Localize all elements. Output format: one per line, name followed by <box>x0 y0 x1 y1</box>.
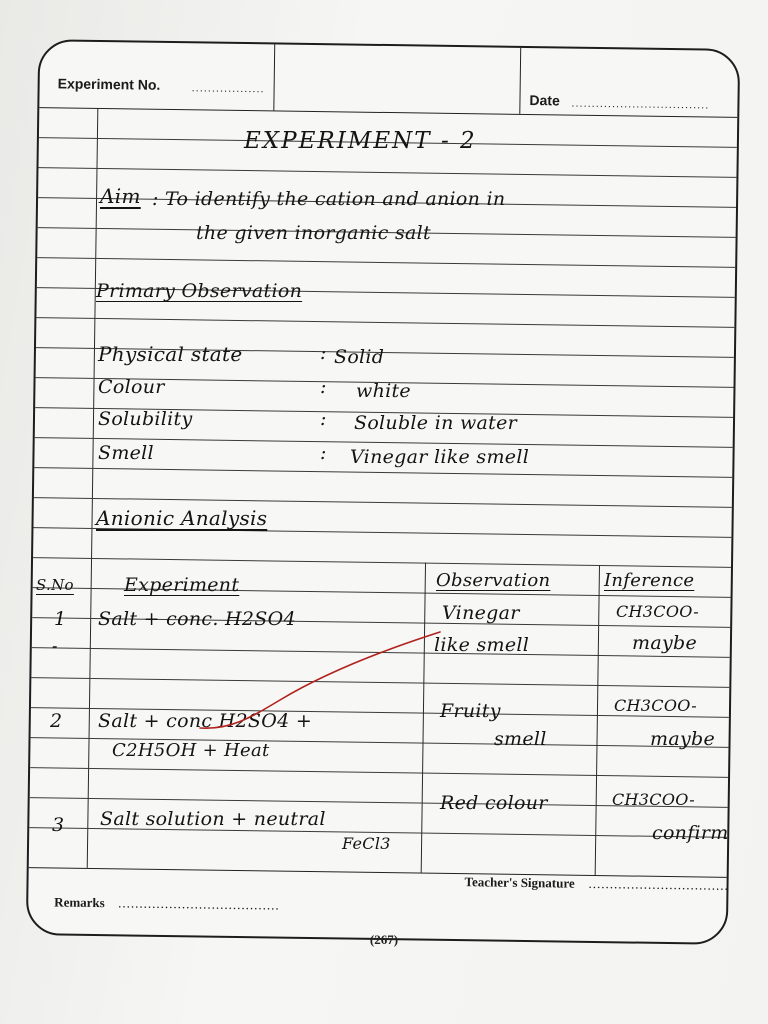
row2-sno: 2 <box>50 710 63 732</box>
teacher-signature-label: Teacher's Signature <box>464 874 575 891</box>
experiment-no-cell <box>39 41 275 110</box>
experiment-no-label: Experiment No. <box>57 75 161 93</box>
row1-observation-line2: like smell <box>434 634 530 656</box>
colon: : <box>320 408 327 430</box>
row2-experiment-line1: Salt + conc H2SO4 + <box>98 710 313 732</box>
colon: : <box>320 442 327 464</box>
row3-observation-line1: Red colour <box>440 792 548 814</box>
remarks-label: Remarks <box>54 894 105 911</box>
row1-inference-line1: CH3COO- <box>616 602 699 621</box>
page-number: (267) <box>369 932 399 947</box>
row2-inference-line1: CH3COO- <box>614 696 697 715</box>
property-smell: Smell <box>98 442 154 464</box>
colon: : <box>320 342 327 364</box>
anionic-analysis-heading: Anionic Analysis <box>96 506 268 530</box>
row3-inference-line1: CH3COO- <box>612 790 695 809</box>
table-divider-inference <box>595 565 600 875</box>
row1-sno: 1 <box>54 608 67 630</box>
aim-text-line1: : To identify the cation and anion in <box>152 188 506 210</box>
ruled-line <box>31 677 729 688</box>
date-cell <box>521 48 738 117</box>
header-row <box>39 41 738 118</box>
ruled-line <box>38 167 736 178</box>
ruled-line <box>36 317 734 328</box>
row1-experiment-line1: Salt + conc. H2SO4 <box>98 608 296 630</box>
property-solubility: Solubility <box>98 408 193 430</box>
margin-line <box>87 108 99 868</box>
row2-observation-line1: Fruity <box>440 700 501 722</box>
value-solubility: Soluble in water <box>354 412 517 434</box>
row3-sno: 3 <box>52 814 65 836</box>
value-smell: Vinegar like smell <box>350 446 530 468</box>
ruled-line <box>30 767 728 778</box>
date-label: Date <box>529 92 560 109</box>
row3-experiment-line2: FeCl3 <box>342 834 391 853</box>
ruled-line <box>34 467 732 478</box>
remarks-dots: ...................................... <box>118 895 280 913</box>
row3-experiment-line1: Salt solution + neutral <box>100 808 326 830</box>
row2-experiment-line2: C2H5OH + Heat <box>112 740 270 761</box>
primary-observation-heading: Primary Observation <box>96 280 303 302</box>
row1-observation-line1: Vinegar <box>442 602 520 624</box>
header-blank-cell <box>275 44 521 113</box>
aim-text-line2: the given inorganic salt <box>196 222 431 244</box>
table-divider-observation <box>421 563 426 873</box>
column-header-observation: Observation <box>436 570 551 591</box>
property-physical-state: Physical state <box>98 342 243 366</box>
teacher-signature-dots: ................................... <box>588 875 738 893</box>
value-physical-state: Solid <box>334 346 385 368</box>
value-colour: white <box>356 380 411 402</box>
row1-inference-line2: maybe <box>632 632 697 654</box>
row3-inference-line2: confirm <box>652 822 729 844</box>
aim-label: Aim <box>100 184 141 208</box>
stray-mark: - <box>52 636 58 655</box>
row2-inference-line2: maybe <box>650 728 715 750</box>
property-colour: Colour <box>98 376 165 398</box>
ruled-line <box>33 557 731 568</box>
ruled-line <box>37 257 735 268</box>
experiment-no-dots: .................. <box>191 82 265 96</box>
date-dots: .................................. <box>571 97 710 112</box>
column-header-sno: S.No <box>36 576 74 594</box>
colon: : <box>320 376 327 398</box>
ruled-line <box>32 647 730 658</box>
column-header-experiment: Experiment <box>124 574 240 596</box>
experiment-title: EXPERIMENT - 2 <box>244 128 477 154</box>
column-header-inference: Inference <box>604 570 695 591</box>
row2-observation-line2: smell <box>494 728 547 750</box>
